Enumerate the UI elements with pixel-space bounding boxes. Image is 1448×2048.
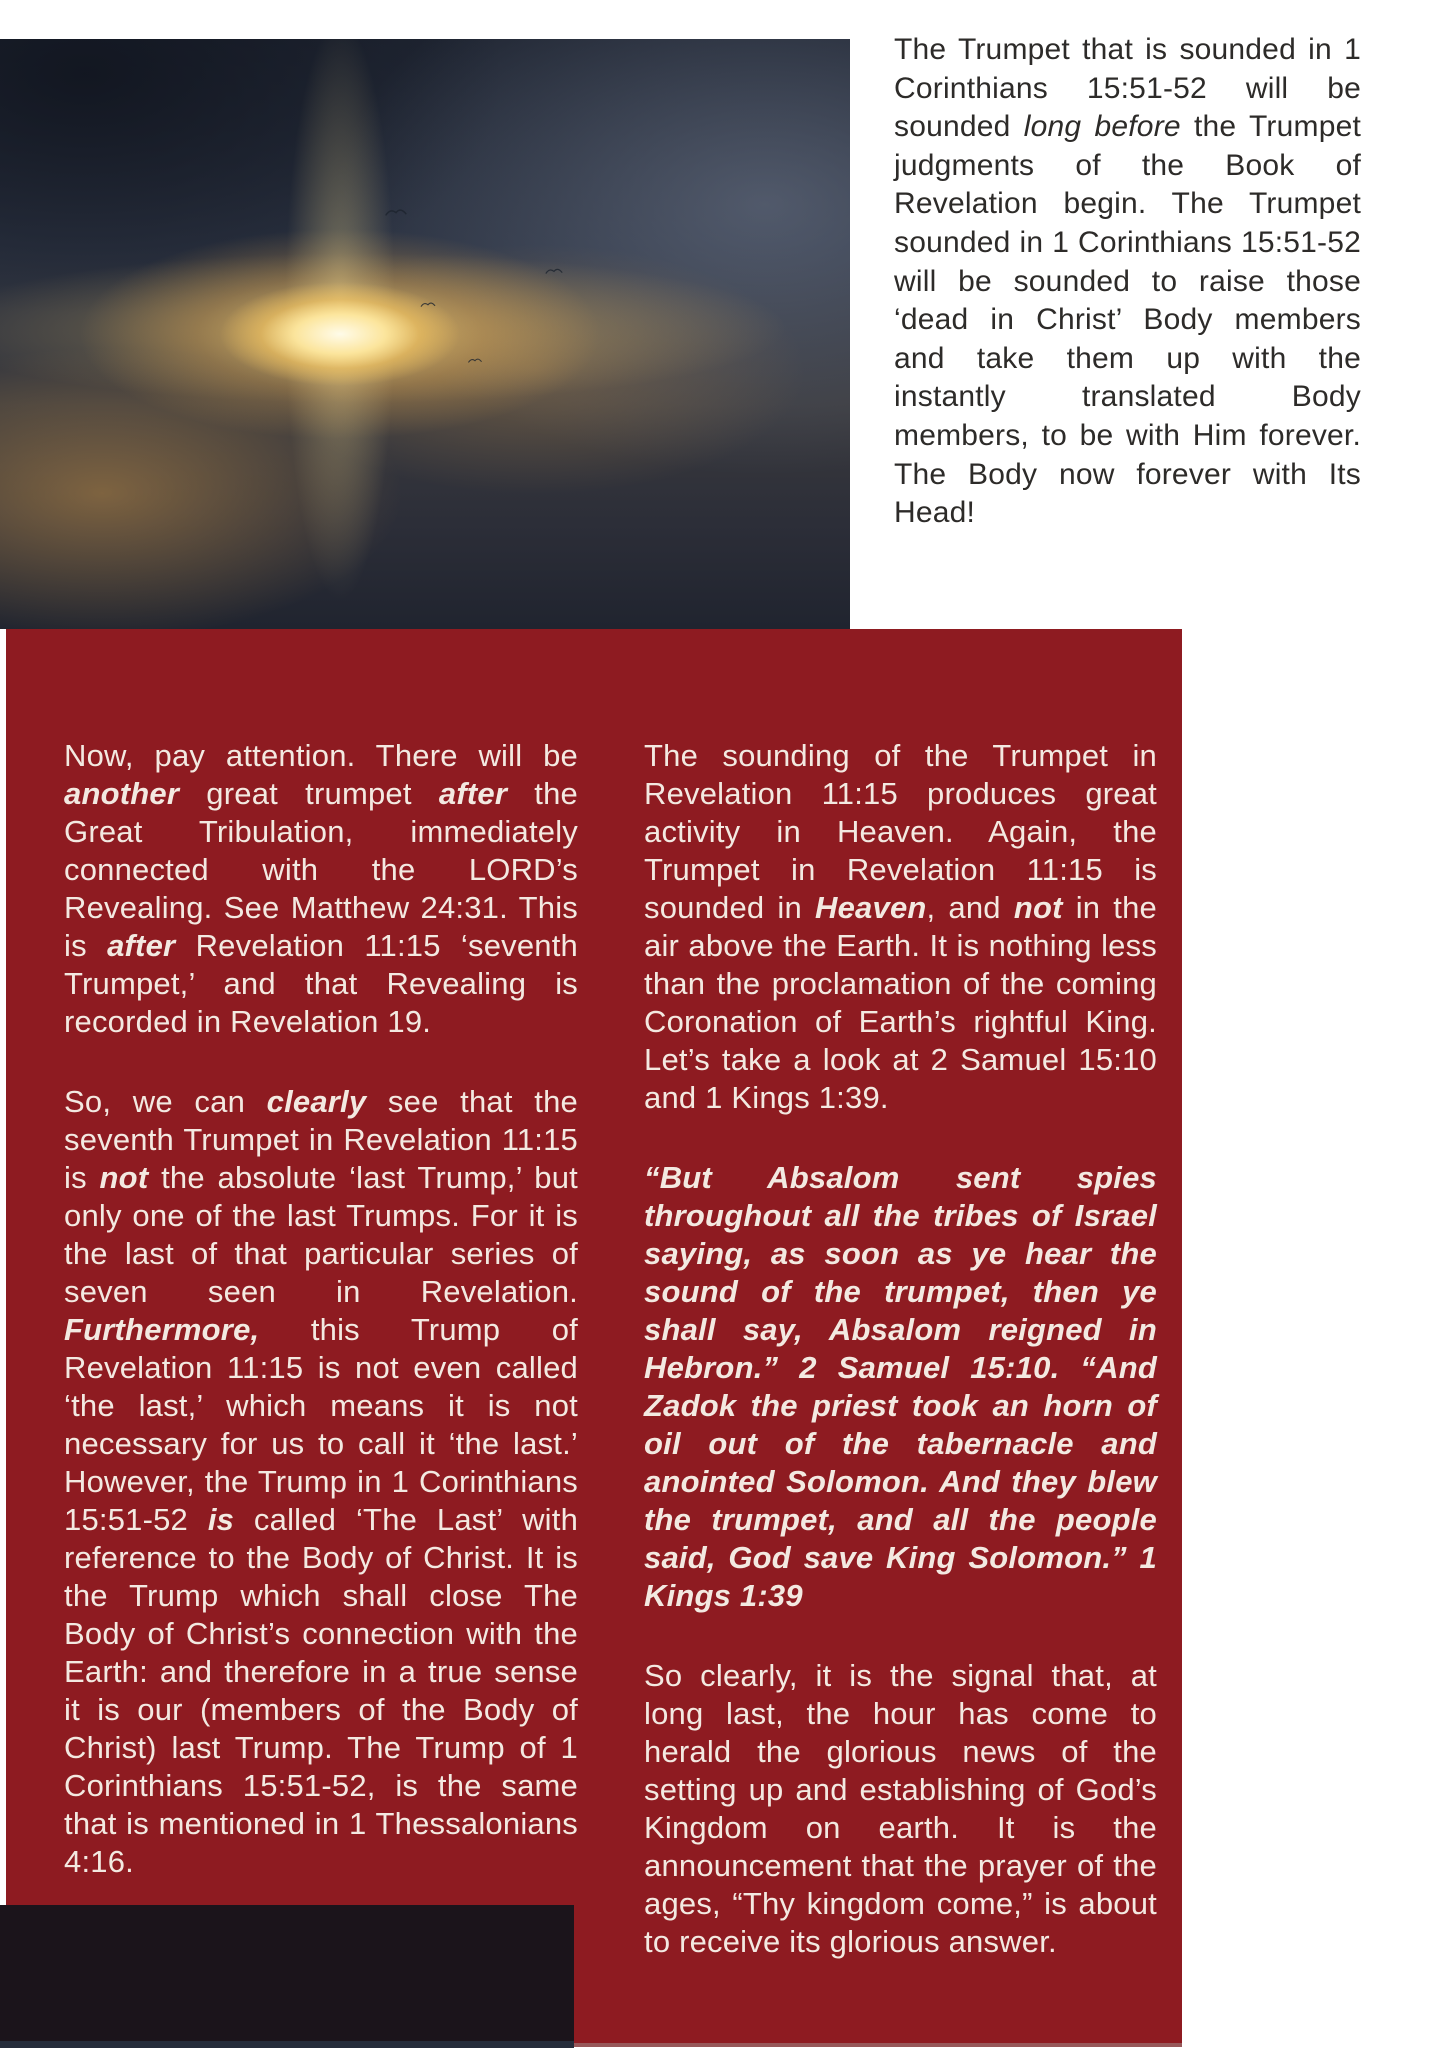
bird-icon: [420, 301, 436, 307]
bird-icon: [545, 267, 563, 274]
text-segment: this Trump of Revelation 11:15 is not even called ‘the last,’ which means it is not necessary for us to call it ‘the last.’ However, the Trump in 1 Corinthians 15:51-52: [64, 1312, 578, 1537]
black-rectangle: [0, 1905, 574, 2041]
text-segment: after: [107, 928, 176, 963]
text-segment: The Trumpet that is sounded in 1 Corinthians 15:51-52 will be sounded: [894, 33, 1361, 144]
text-segment: Heaven: [815, 890, 927, 925]
paragraph: [64, 1083, 578, 1881]
text-segment: not: [99, 1160, 149, 1195]
text-segment: Revelation 11:15 ‘seventh Trumpet,’ and that Revealing is recorded in Revelation 19.: [64, 928, 578, 1039]
text-segment: Furthermore,: [64, 1312, 260, 1347]
paragraph: [644, 1159, 1157, 1615]
text-segment: the Trumpet judgments of the Book of Revelation begin. The Trumpet sounded in 1 Corinthians 15:51-52 will be sounded to raise those ‘dead in Christ’ Body members and take them up with the instantly translated Body members, to be with Him forever. The Body now forever with Its Head!: [894, 110, 1361, 530]
text-segment: see that the seventh Trumpet in Revelation 11:15 is: [64, 1084, 578, 1195]
text-segment: great trumpet: [179, 776, 439, 811]
text-segment: the absolute ‘last Trump,’ but only one of the last Trumps. For it is the last of that particular series of seven seen in Revelation.: [64, 1160, 578, 1309]
text-segment: called ‘The Last’ with reference to the Body of Christ. It is the Trump which shall close The Body of Christ’s connection with the Earth: and therefore in a true sense it is our (members of the Body of Christ) last Trump. The Trump of 1 Corinthians 15:51-52, is the same that is mentioned in 1 Thessalonians 4:16.: [64, 1502, 579, 1879]
text-segment: another: [64, 776, 180, 811]
text-segment: clearly: [266, 1084, 367, 1119]
paragraph: [64, 737, 578, 1041]
text-segment: Now, pay attention. There will be: [64, 738, 578, 773]
paragraph: [644, 737, 1157, 1117]
glowing-clouds-image: [0, 39, 850, 629]
paragraph: [644, 1657, 1157, 1961]
text-segment: “But Absalom sent spies throughout all the tribes of Israel saying, as soon as ye hear the sound of the trumpet, then ye shall say, Absalom reigned in Hebron.” 2 Samuel 15:10. “And Zadok the priest took an horn of oil out of the tabernacle and anointed Solomon. And they blew the trumpet, and all the people said, God save King Solomon.” 1 Kings 1:39: [644, 1160, 1157, 1613]
text-segment: the Great Tribulation, immediately connected with the LORD’s Revealing. See Matthew 24:31. This is: [64, 776, 579, 963]
article-left-column: [64, 737, 578, 1923]
text-segment: The sounding of the Trumpet in Revelation 11:15 produces great activity in Heaven. Again, the Trumpet in Revelation 11:15 is sounded in: [644, 738, 1157, 925]
text-segment: in the air above the Earth. It is nothing less than the proclamation of the coming Coronation of Earth’s rightful King. Let’s take a look at 2 Samuel 15:10 and 1 Kings 1:39.: [644, 890, 1157, 1115]
text-segment: So, we can: [64, 1084, 267, 1119]
text-segment: after: [438, 776, 508, 811]
bird-icon: [468, 357, 482, 363]
text-segment: not: [1013, 890, 1063, 925]
text-segment: is: [207, 1502, 235, 1537]
bird-icon: [385, 207, 407, 216]
article-right-column: [644, 737, 1157, 2003]
text-segment: long before: [1023, 110, 1181, 144]
intro-paragraph: [894, 31, 1361, 533]
text-segment: So clearly, it is the signal that, at long last, the hour has come to herald the glorious news of the setting up and establishing of God’s Kingdom on earth. It is the announcement that the prayer of the ages, “Thy kingdom come,” is about to receive its glorious answer.: [644, 1658, 1157, 1959]
text-segment: , and: [926, 890, 1014, 925]
bottom-navy-strip: [0, 2041, 574, 2048]
